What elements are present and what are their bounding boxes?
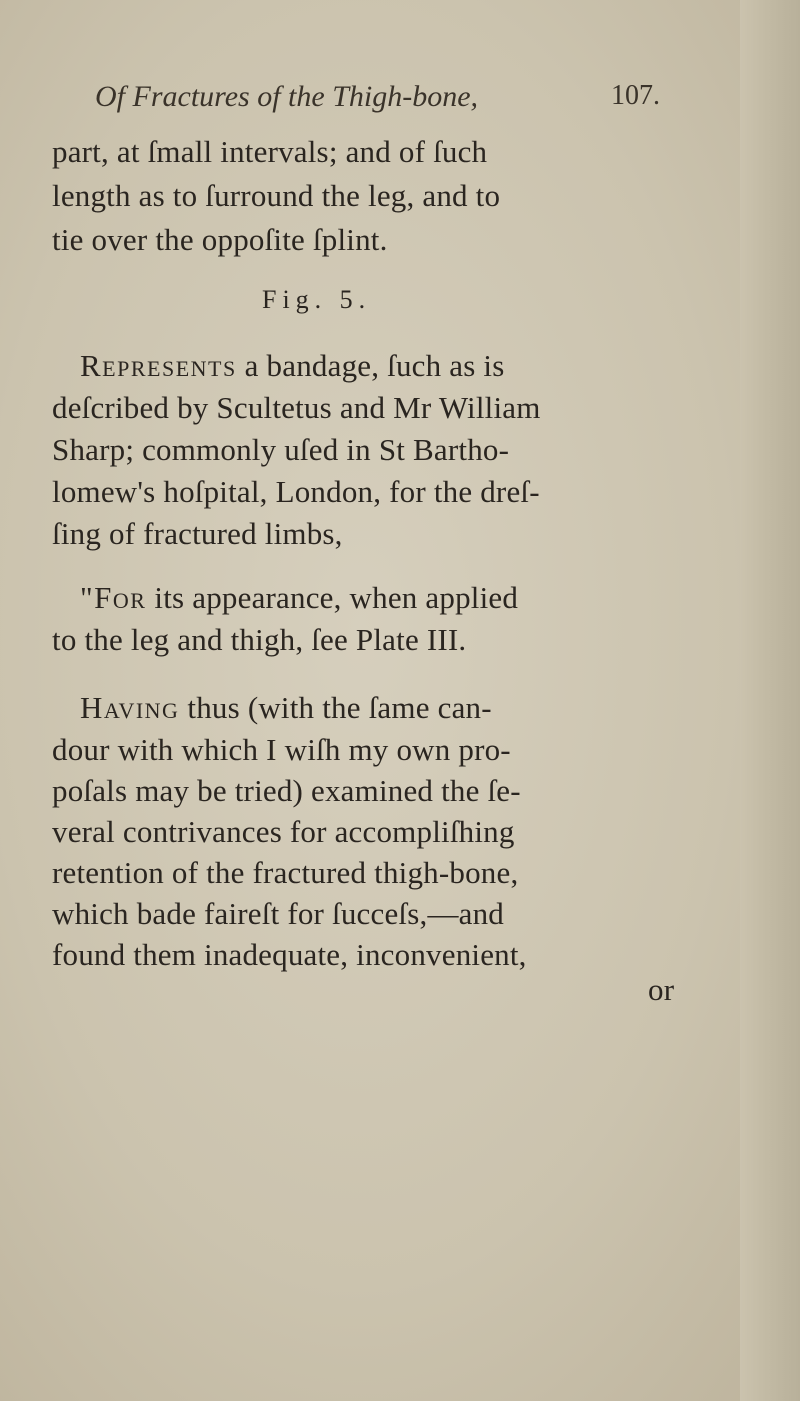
text-line: veral contrivances for accompliſhing (52, 814, 515, 849)
text-span: a bandage, ſuch as is (236, 348, 505, 383)
text-line (80, 580, 518, 616)
text-line: part, at ſmall intervals; and of ſuch (52, 134, 488, 169)
text-line: retention of the fractured thigh-bone, (52, 855, 519, 890)
text-line: lomew's hoſpital, London, for the dreſ- (52, 474, 540, 509)
page-gutter-shadow (740, 0, 800, 1401)
lead-word: Represents (80, 348, 237, 383)
text-span: its appearance, when applied (146, 580, 519, 615)
text-line (80, 348, 505, 384)
text-line: which bade faireſt for ſucceſs,—and (52, 896, 505, 931)
text-line: poſals may be tried) examined the ſe- (52, 773, 521, 808)
page-number: 107. (611, 80, 660, 111)
text-line: dour with which I wiſh my own pro- (52, 732, 511, 767)
text-line: tie over the oppoſite ſplint. (52, 222, 388, 257)
text-line: found them inadequate, inconvenient, (52, 937, 527, 972)
text-span: thus (with the ſame can- (179, 690, 492, 725)
text-line: ſing of fractured limbs, (52, 516, 343, 551)
text-line: deſcribed by Scultetus and Mr William (52, 390, 541, 425)
text-line: to the leg and thigh, ſee Plate III. (52, 622, 467, 657)
lead-word: Having (80, 690, 180, 725)
lead-word: "For (80, 580, 147, 615)
running-header: Of Fractures of the Thigh-bone, (95, 80, 479, 113)
figure-heading: Fig. 5. (262, 285, 372, 314)
text-line: Sharp; commonly uſed in St Bartho- (52, 432, 510, 467)
text-line: length as to ſurround the leg, and to (52, 178, 501, 213)
text-line (80, 690, 492, 726)
catchword: or (648, 972, 675, 1007)
